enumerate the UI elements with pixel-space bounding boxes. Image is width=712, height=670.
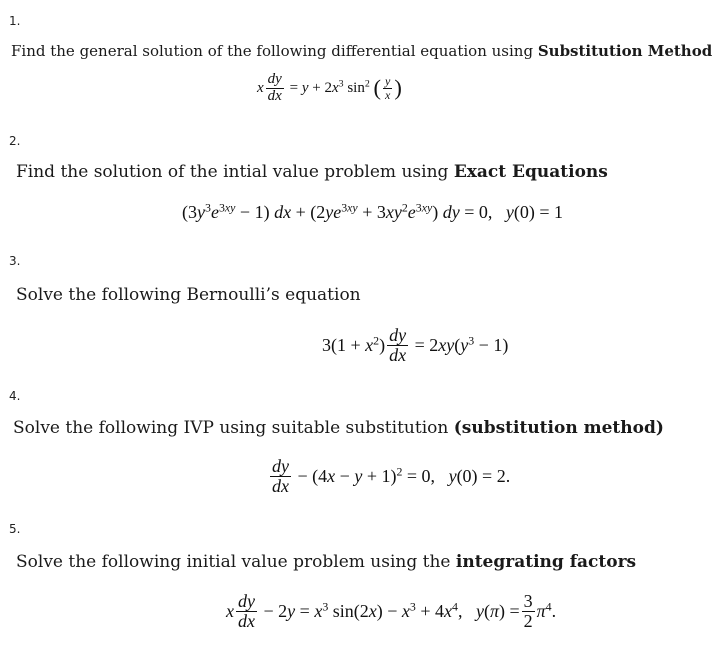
problem-1-prompt-bold: Substitution Method xyxy=(537,42,712,60)
problem-5-number: 5. xyxy=(9,522,21,536)
problem-5-prompt-bold: integrating factors xyxy=(455,552,637,572)
problem-2-prompt-bold: Exact Equations xyxy=(453,162,608,182)
problem-5-equation: x $\frac{dy}{dx}$ − $2y = x^3$ $\sin(2x) - x^3 + 4x^4$, y(π) = $\frac{3}{2}$ $\pi^4$. xyxy=(226,591,557,631)
problem-2-prompt xyxy=(16,162,608,182)
problem-4-equation: $\frac{dy}{dx}$ − $(4x - y + 1)^2 = 0$, y(0) = 2. xyxy=(272,456,511,496)
problem-1-number: 1. xyxy=(9,14,21,28)
problem-2-equation: $(3y^3e^{3xy} - 1)$ dx + $(2ye^{3xy} + 3xy^2e^{3xy})$ dy = 0, y(0) = 1 xyxy=(182,200,564,222)
problem-1-prompt xyxy=(11,42,712,60)
problem-4-prompt-text: Solve the following IVP using suitable substitution xyxy=(13,418,454,438)
problem-4-number: 4. xyxy=(9,389,21,403)
problem-4-prompt xyxy=(13,418,664,438)
problem-1-prompt-text: Find the general solution of the following differential equation using xyxy=(11,42,538,60)
problem-5-prompt-text: Solve the following initial value problem using the xyxy=(16,552,456,572)
problem-2-prompt-text: Find the solution of the intial value problem using xyxy=(16,162,454,182)
problem-5-prompt xyxy=(16,552,636,572)
problem-3-prompt-text: Solve the following Bernoulli’s equation xyxy=(16,285,361,305)
problem-1-equation: x $\frac{dy}{dx}$ = $y + 2x^3$ $\sin^2$ ( $\frac{y}{x}$ ) xyxy=(257,71,402,104)
problem-3-prompt xyxy=(16,285,361,305)
problem-3-number: 3. xyxy=(9,254,21,268)
problem-2-number: 2. xyxy=(9,134,21,148)
problem-4-prompt-bold: (substitution method) xyxy=(453,418,664,438)
problem-3-equation: $3(1 + x^2)$ $\frac{dy}{dx}$ = $2xy(y^3 - 1)$ xyxy=(322,325,509,365)
